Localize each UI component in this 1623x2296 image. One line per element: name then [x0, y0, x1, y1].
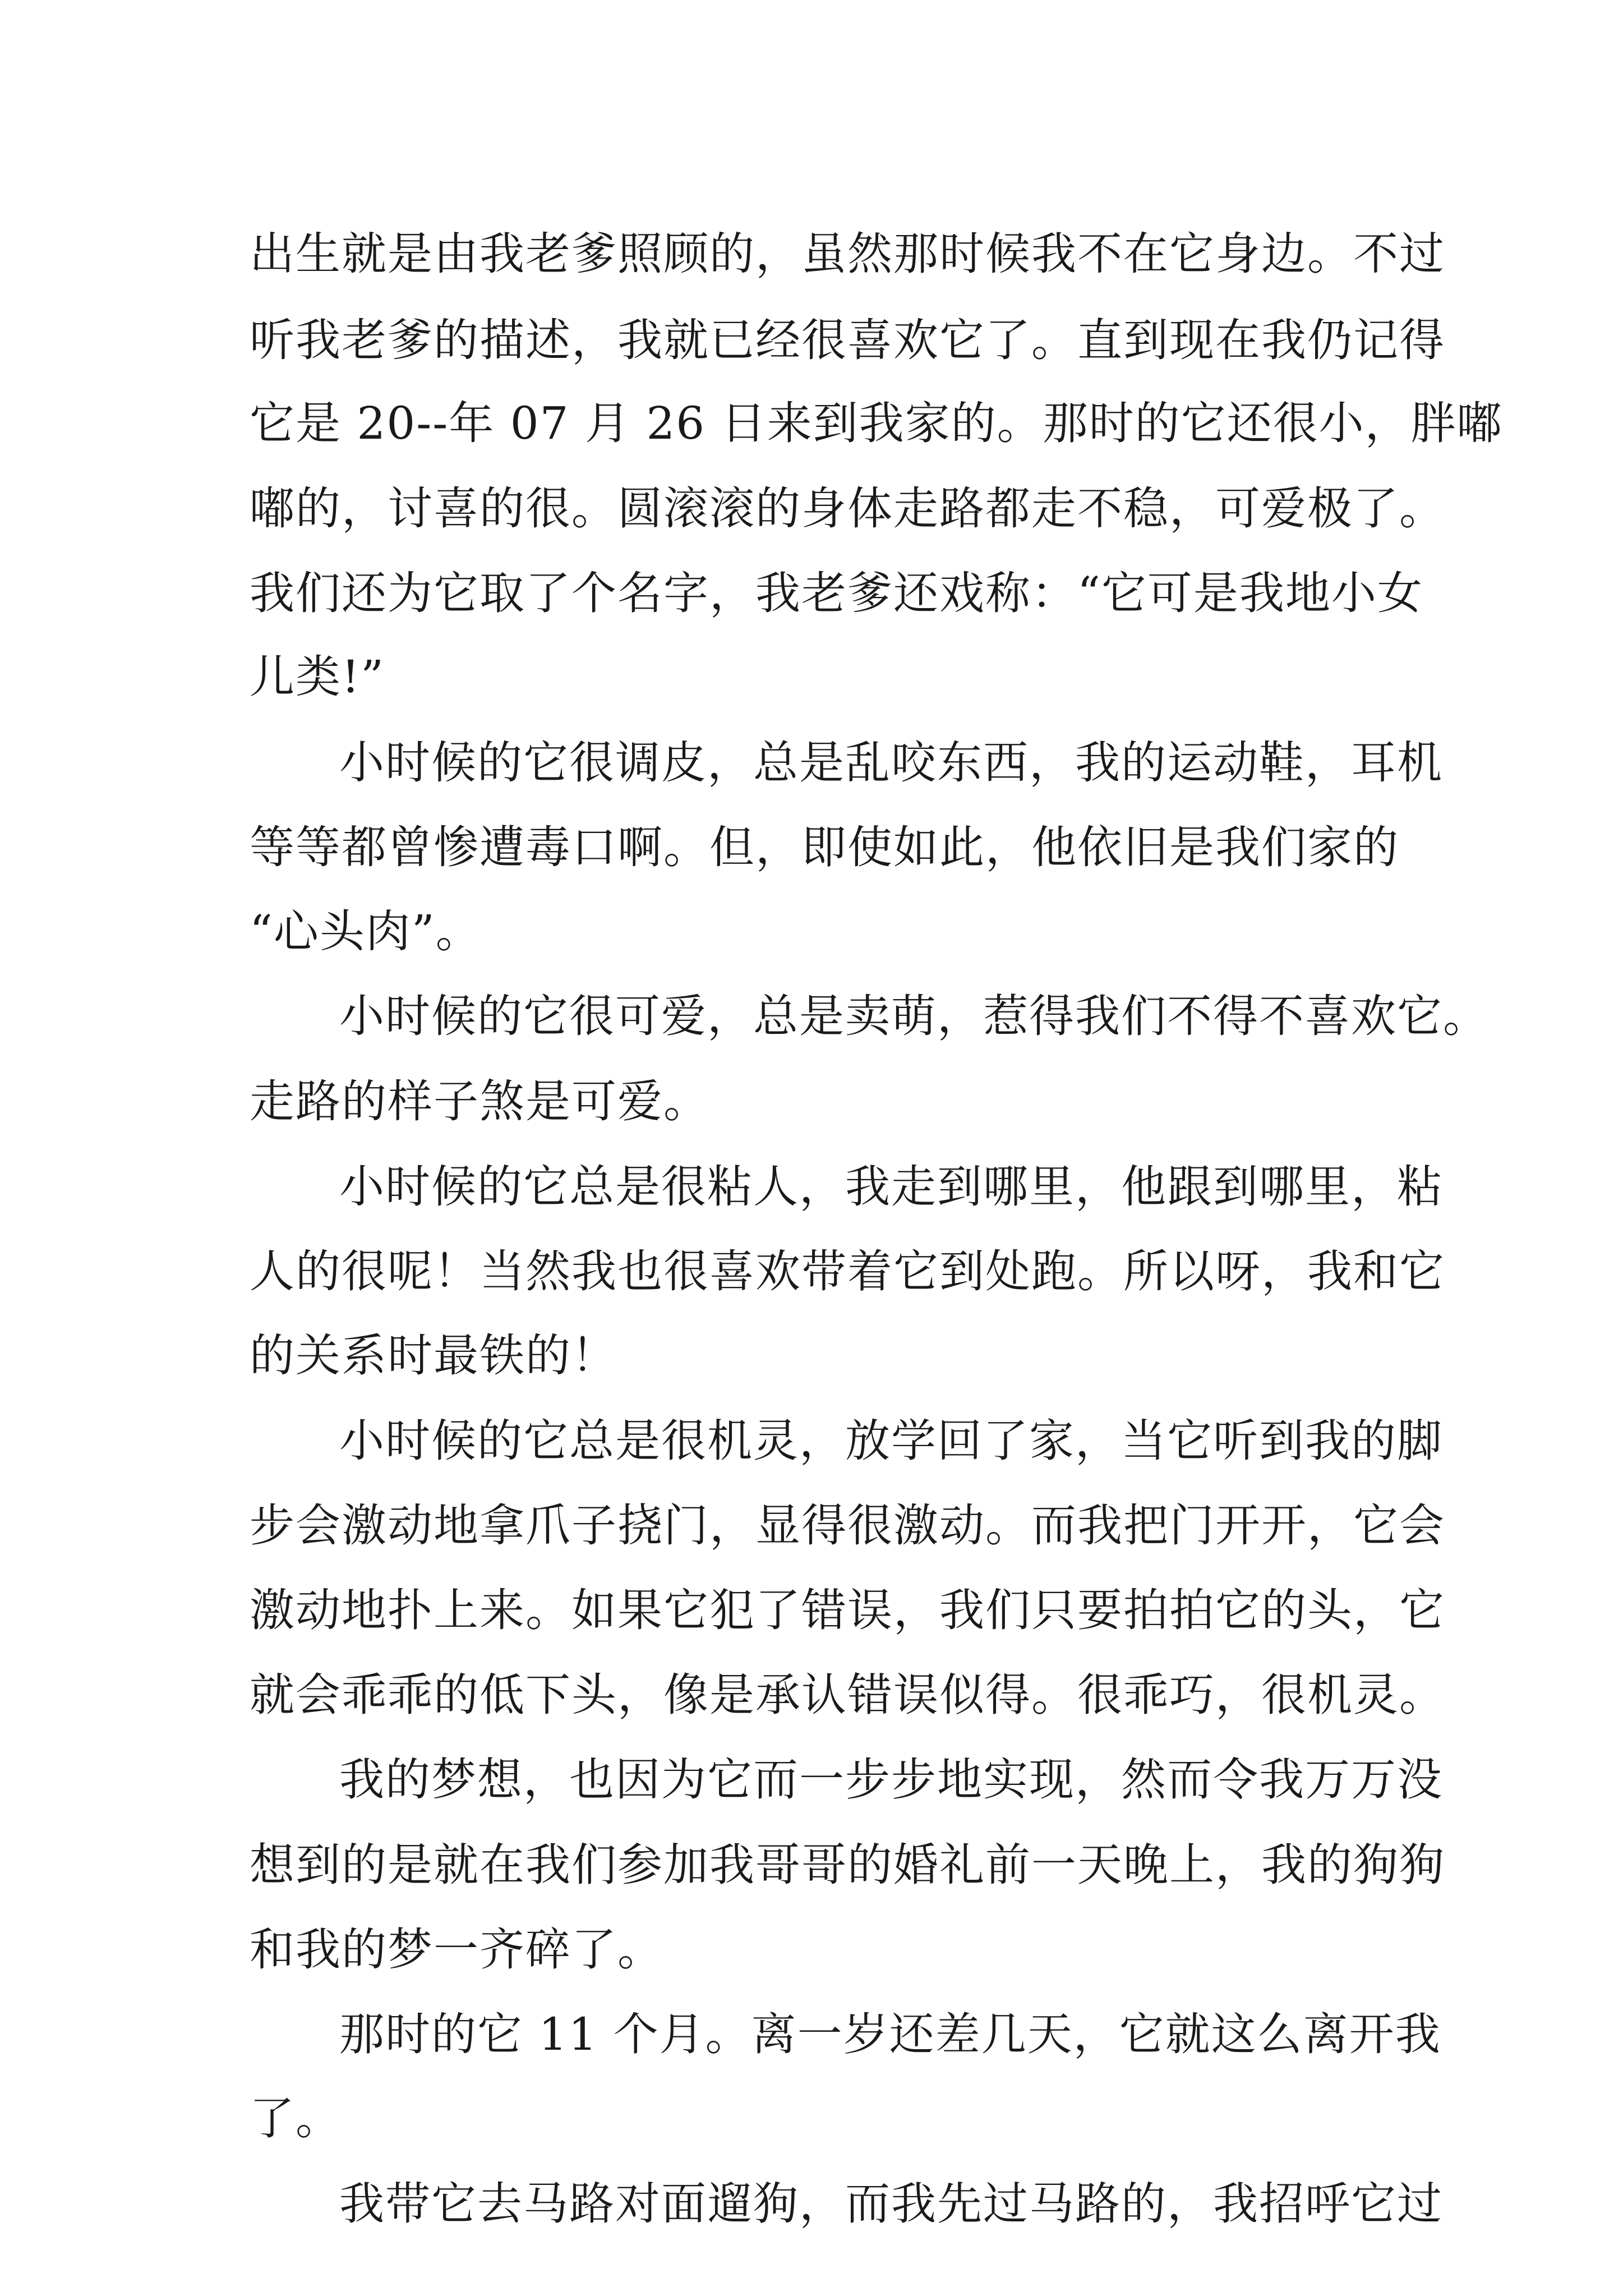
text-line: 和我的梦一齐碎了。 — [250, 1924, 663, 1976]
paragraph-first-line: 我的梦想，也因为它而一步步地实现，然而令我万万没 — [339, 1754, 1443, 1806]
text-line: 我们还为它取了个名字，我老爹还戏称：“它可是我地小女 — [250, 567, 1423, 619]
paragraph-first-line: 我带它去马路对面遛狗，而我先过马路的，我招呼它过 — [339, 2178, 1443, 2230]
text-line: 出生就是由我老爹照顾的，虽然那时候我不在它身边。不过 — [250, 228, 1445, 280]
text-line: 激动地扑上来。如果它犯了错误，我们只要拍拍它的头，它 — [250, 1584, 1445, 1636]
text-line: 了。 — [250, 2092, 342, 2145]
text-line: 嘟的，讨喜的很。圆滚滚的身体走路都走不稳，可爱极了。 — [250, 482, 1445, 535]
text-line: 儿类!” — [250, 651, 385, 703]
text-line: “心头肉”。 — [250, 905, 482, 958]
text-line: 想到的是就在我们参加我哥哥的婚礼前一天晚上，我的狗狗 — [250, 1839, 1445, 1891]
text-line: 人的很呢！当然我也很喜欢带着它到处跑。所以呀，我和它 — [250, 1245, 1445, 1297]
text-line: 的关系时最铁的！ — [250, 1329, 617, 1382]
text-line: 它是 20--年 07 月 26 日来到我家的。那时的它还很小，胖嘟 — [250, 397, 1503, 449]
text-line: 听我老爹的描述，我就已经很喜欢它了。直到现在我仍记得 — [250, 314, 1445, 366]
paragraph-first-line: 小时候的它总是很粘人，我走到哪里，他跟到哪里，粘 — [339, 1161, 1443, 1213]
text-line: 等等都曾惨遭毒口啊。但，即使如此，他依旧是我们家的 — [250, 821, 1399, 873]
paragraph-first-line: 小时候的它总是很机灵，放学回了家，当它听到我的脚 — [339, 1415, 1443, 1467]
text-line: 走路的样子煞是可爱。 — [250, 1075, 709, 1128]
text-line: 步会激动地拿爪子挠门，显得很激动。而我把门开开，它会 — [250, 1499, 1445, 1552]
paragraph-first-line: 那时的它 11 个月。离一岁还差几天，它就这么离开我 — [339, 2008, 1441, 2060]
paragraph-first-line: 小时候的它很调皮，总是乱咬东西，我的运动鞋，耳机 — [339, 737, 1443, 789]
paragraph-first-line: 小时候的它很可爱，总是卖萌，惹得我们不得不喜欢它。 — [339, 990, 1489, 1042]
text-line: 就会乖乖的低下头，像是承认错误似得。很乖巧，很机灵。 — [250, 1669, 1445, 1721]
